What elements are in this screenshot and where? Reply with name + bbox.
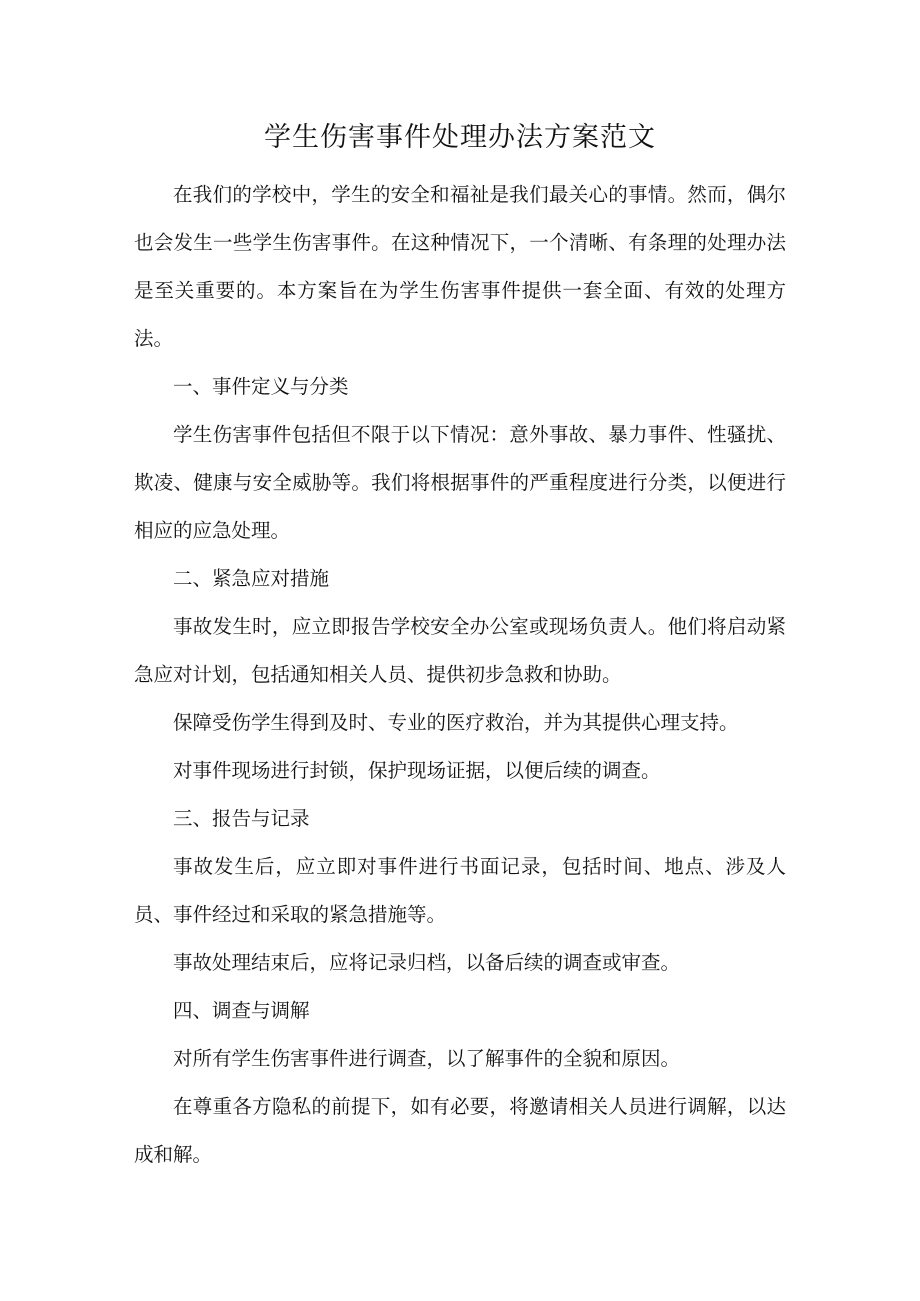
section-paragraph: 对事件现场进行封锁，保护现场证据，以便后续的调查。	[173, 759, 661, 782]
section-paragraph: 在尊重各方隐私的前提下，如有必要，将邀请相关人员进行调解，以达成和解。	[134, 1095, 786, 1166]
section-investigation-mediation	[134, 987, 786, 1179]
section-report-record	[134, 795, 786, 987]
section-heading: 一、事件定义与分类	[173, 375, 349, 398]
section-paragraph: 对所有学生伤害事件进行调查，以了解事件的全貌和原因。	[173, 1047, 681, 1070]
section-emergency-response	[134, 555, 786, 795]
section-heading: 二、紧急应对措施	[173, 567, 330, 590]
section-heading: 四、调查与调解	[173, 999, 310, 1022]
section-paragraph: 事故处理结束后，应将记录归档，以备后续的调查或审查。	[173, 951, 681, 974]
section-paragraph: 学生伤害事件包括但不限于以下情况：意外事故、暴力事件、性骚扰、欺凌、健康与安全威胁等。我们将根据事件的严重程度进行分类，以便进行相应的应急处理。	[134, 423, 786, 542]
intro-paragraph: 在我们的学校中，学生的安全和福祉是我们最关心的事情。然而，偶尔也会发生一些学生伤害事件。在这种情况下，一个清晰、有条理的处理办法是至关重要的。本方案旨在为学生伤害事件提供一套全面、有效的处理方法。	[134, 183, 786, 350]
section-paragraph: 事故发生后，应立即对事件进行书面记录，包括时间、地点、涉及人员、事件经过和采取的紧急措施等。	[134, 855, 786, 926]
document-title: 学生伤害事件处理办法方案范文	[264, 122, 656, 153]
section-paragraph: 保障受伤学生得到及时、专业的医疗救治，并为其提供心理支持。	[173, 711, 739, 734]
section-paragraph: 事故发生时，应立即报告学校安全办公室或现场负责人。他们将启动紧急应对计划，包括通知相关人员、提供初步急救和协助。	[134, 615, 786, 686]
section-definition	[134, 363, 786, 555]
section-heading: 三、报告与记录	[173, 807, 310, 830]
